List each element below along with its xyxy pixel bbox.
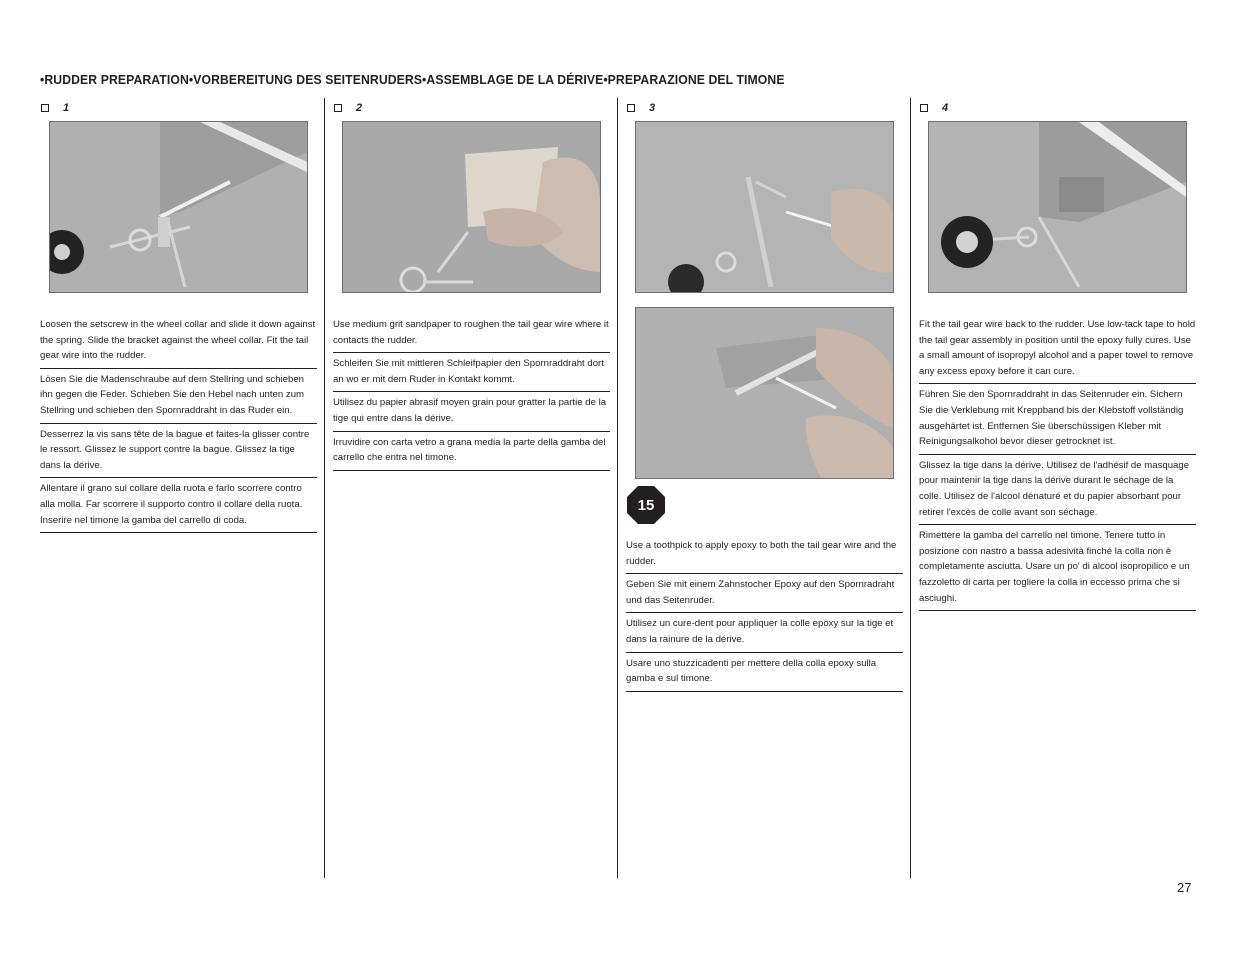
paragraph-fr: Glissez la tige dans la dérive. Utilisez de l'adhésif de masquage pour maintenir la tige dans la dérive durant le séchage de la colle. Utilisez de l'alcool dénaturé et du papier absorbant pour retirer l'excès de colle avant son séchage.	[919, 455, 1196, 525]
step-3-photo-top	[635, 121, 894, 293]
paragraph-de: Führen Sie den Spornraddraht in das Seitenruder ein. Sichern Sie die Verklebung mit Kreppband bis der Klebstoff vollständig ausgehärtet ist. Entfernen Sie überschüssigen Kleber mit Reinigungsalkohol bevor dieser getrocknet ist.	[919, 384, 1196, 454]
step-1-header	[40, 98, 317, 118]
step-number: 1	[63, 102, 70, 114]
step-3-header	[626, 98, 903, 118]
paragraph-en: Use a toothpick to apply epoxy to both the tail gear wire and the rudder.	[626, 535, 903, 574]
step-2-text	[333, 314, 610, 471]
epoxy-time-badge	[627, 486, 665, 524]
step-number: 4	[942, 102, 949, 114]
column-divider	[324, 98, 325, 878]
step-3-photo-bottom	[635, 307, 894, 479]
paragraph-fr: Utilisez du papier abrasif moyen grain pour gratter la partie de la tige qui entre dans la dérive.	[333, 392, 610, 431]
paragraph-fr: Utilisez un cure-dent pour appliquer la colle epoxy sur la tige et dans la rainure de la dérive.	[626, 613, 903, 652]
paragraph-de: Geben Sie mit einem Zahnstocher Epoxy auf den Spornradraht und das Seitenruder.	[626, 574, 903, 613]
paragraph-en: Use medium grit sandpaper to roughen the tail gear wire where it contacts the rudder.	[333, 314, 610, 353]
step-4-photo	[928, 121, 1187, 293]
column-divider	[617, 98, 618, 878]
paragraph-en: Loosen the setscrew in the wheel collar and slide it down against the spring. Slide the bracket against the wheel collar. Fit the tail gear wire into the rudder.	[40, 314, 317, 369]
step-1-text	[40, 314, 317, 533]
step-2-header	[333, 98, 610, 118]
paragraph-de: Lösen Sie die Madenschraube auf dem Stellring und schieben ihn gegen die Feder. Schieben Sie den Hebel nach unten zum Stellring und schieben den Spornraddraht in das Ruder ein.	[40, 369, 317, 424]
paragraph-fr: Desserrez la vis sans tête de la bague et faites-la glisser contre le ressort. Glissez le support contre la bague. Glissez la tige dans la dérive.	[40, 424, 317, 479]
page-number: 27	[1177, 880, 1192, 895]
paragraph-it: Allentare il grano sul collare della ruota e farlo scorrere contro alla molla. Far scorrere il supporto contro il collare della ruota. Inserire nel timone la gamba del carrello di coda.	[40, 478, 317, 533]
column-divider	[910, 98, 911, 878]
step-number: 3	[649, 102, 656, 114]
step-1-checkbox[interactable]	[41, 104, 49, 112]
step-4-header	[919, 98, 1196, 118]
paragraph-en: Fit the tail gear wire back to the rudder. Use low-tack tape to hold the tail gear assembly in position until the epoxy fully cures. Use a small amount of isopropyl alcohol and a paper towel to remove any excess epoxy before it can cure.	[919, 314, 1196, 384]
step-1-photo	[49, 121, 308, 293]
step-2-checkbox[interactable]	[334, 104, 342, 112]
paragraph-de: Schleifen Sie mit mittleren Schleifpapier den Spornraddraht dort an wo er mit dem Ruder in Kontakt kommt.	[333, 353, 610, 392]
badge-label: 15	[637, 496, 655, 514]
paragraph-it: Irruvidire con carta vetro a grana media la parte della gamba del carrello che entra nel timone.	[333, 432, 610, 471]
step-4-text	[919, 314, 1196, 611]
page-title: •RUDDER PREPARATION•VORBEREITUNG DES SEITENRUDERS•ASSEMBLAGE DE LA DÉRIVE•PREPARAZIONE DEL TIMONE	[40, 72, 785, 87]
step-3-checkbox[interactable]	[627, 104, 635, 112]
step-3-text	[626, 535, 903, 692]
paragraph-it: Rimettere la gamba del carrello nel timone. Tenere tutto in posizione con nastro a bassa adesività finché la colla non è completamente asciutta. Usare un po' di alcool isopropilico e un fazzoletto di carta per togliere la colla in eccesso prima che si asciughi.	[919, 525, 1196, 611]
step-4-checkbox[interactable]	[920, 104, 928, 112]
paragraph-it: Usare uno stuzzicadenti per mettere della colla epoxy sulla gamba e sul timone.	[626, 653, 903, 692]
step-number: 2	[356, 102, 363, 114]
step-2-photo	[342, 121, 601, 293]
